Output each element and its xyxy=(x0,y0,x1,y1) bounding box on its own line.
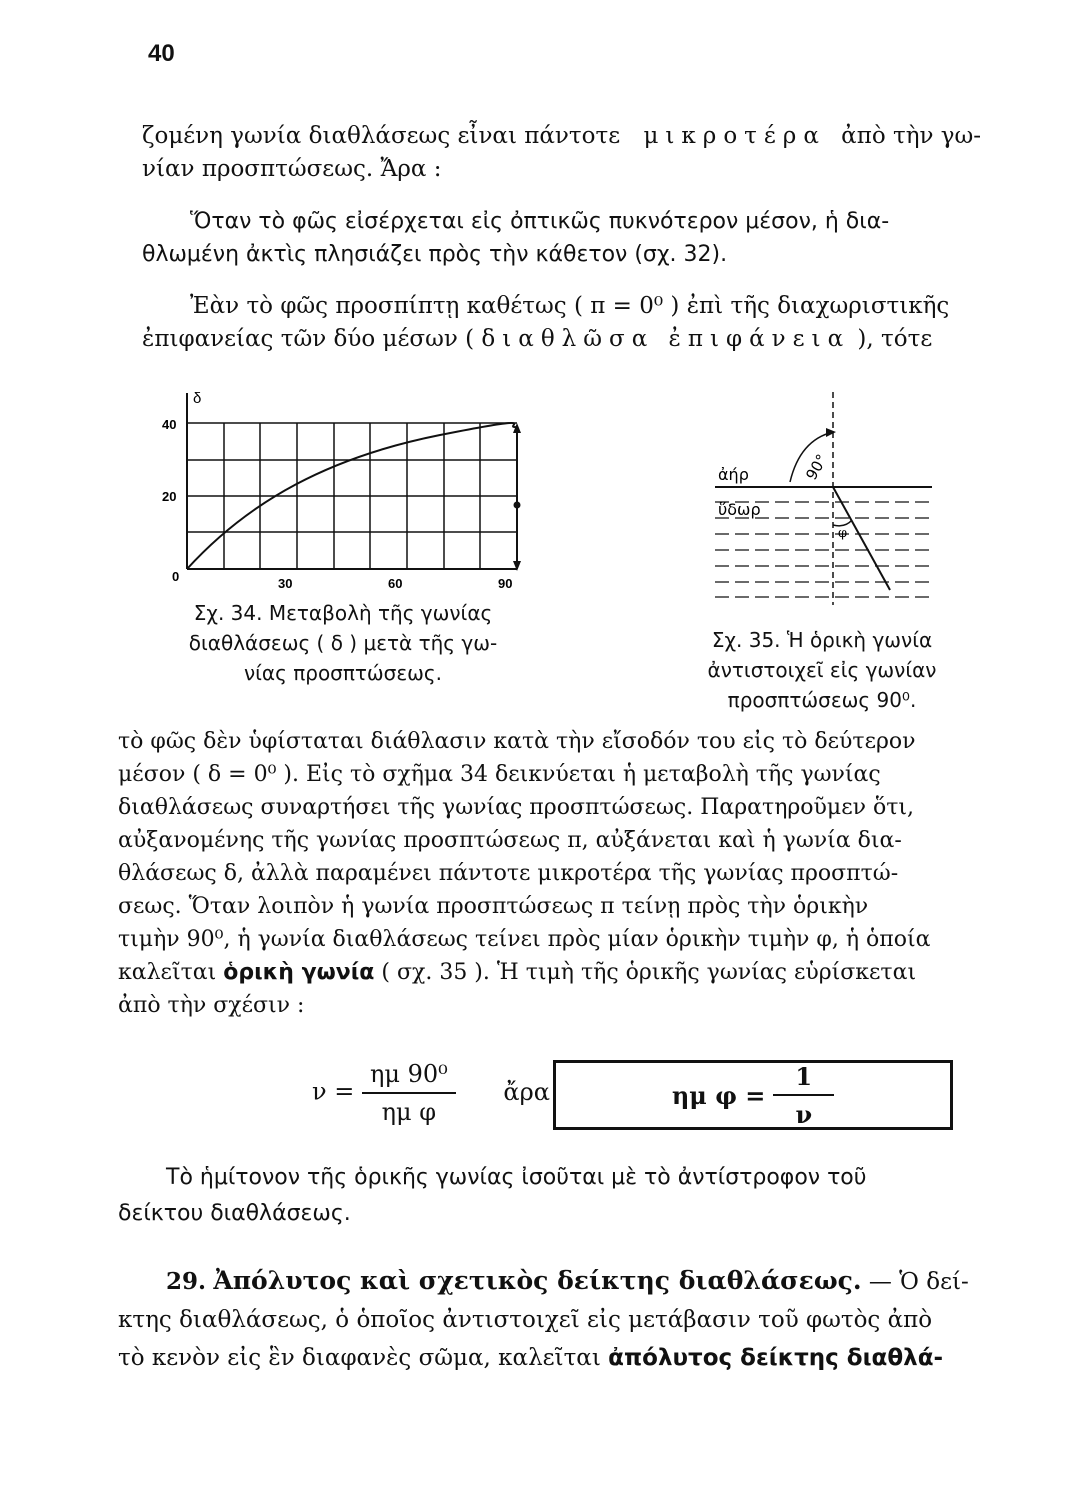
marker-dot xyxy=(514,502,521,509)
paragraph-4-line-2: δείκτου διαθλάσεως. xyxy=(118,1201,351,1226)
section-text-2: κτης διαθλάσεως, ὁ ὁποῖος ἀντιστοιχεῖ εἰς μετάβασιν τοῦ φωτὸς ἀπὸ xyxy=(118,1307,933,1333)
paragraph-1-line-2: νίαν προσπτώσεως. Ἄρα : xyxy=(142,156,442,182)
rule-line-2: θλωμένη ἀκτὶς πλησιάζει πρὸς τὴν κάθετον (σχ. 32). xyxy=(142,242,728,267)
figure-34-caption xyxy=(168,598,518,688)
paragraph-2-line-2-end: ), τότε xyxy=(857,326,933,352)
paragraph-1 xyxy=(142,120,982,186)
label-water: ὕδωρ xyxy=(718,500,761,519)
emphasis-diathlosa: διαθλῶσα ἐπιφάνεια xyxy=(481,326,851,352)
rule-line-1: Ὅταν τὸ φῶς εἰσέρχεται εἰς ὀπτικῶς πυκνότερον μέσον, ἡ δια- xyxy=(190,209,890,234)
paragraph-3-line-6: σεως. Ὅταν λοιπὸν ἡ γωνία προσπτώσεως π τείνῃ πρὸς τὴν ὁρικὴν xyxy=(118,894,869,919)
box-formula-lhs: ημ φ = xyxy=(671,1080,766,1110)
x-tick-90: 90 xyxy=(498,576,513,591)
paragraph-3-line-8-post: ( σχ. 35 ). Ἡ τιμὴ τῆς ὁρικῆς γωνίας εὑρίσκεται xyxy=(381,960,917,985)
figure-35-caption-line-2: ἀντιστοιχεῖ εἰς γωνίαν xyxy=(707,658,937,682)
x-tick-30: 30 xyxy=(278,576,293,591)
figure-34-caption-line-1: Σχ. 34. Μεταβολὴ τῆς γωνίας xyxy=(193,601,493,625)
y-tick-20: 20 xyxy=(162,489,177,504)
formula-box-critical-angle xyxy=(553,1060,953,1130)
formula-fraction xyxy=(362,1060,456,1126)
figure-35-caption-line-1: Σχ. 35. Ἡ ὁρικὴ γωνία xyxy=(711,628,933,652)
paragraph-3 xyxy=(118,725,978,1022)
formula-lhs: ν = xyxy=(312,1077,355,1106)
section-title: Ἀπόλυτος καὶ σχετικὸς δείκτης διαθλάσεως. xyxy=(213,1266,862,1295)
formula-refraction-index xyxy=(312,1060,550,1126)
paragraph-4 xyxy=(118,1160,978,1232)
figure-35-diagram xyxy=(700,390,940,610)
paragraph-1-line-1-end: ἀπὸ τὴν γω- xyxy=(841,123,982,149)
label-phi: φ xyxy=(838,526,848,541)
section-29 xyxy=(118,1262,978,1377)
page-number: 40 xyxy=(148,40,175,67)
figure-35-caption-line-3: προσπτώσεως 90⁰. xyxy=(727,688,917,712)
paragraph-2 xyxy=(142,290,992,356)
rule-paragraph xyxy=(142,205,982,271)
paragraph-2-line-2: ἐπιφανείας τῶν δύο μέσων ( xyxy=(142,326,475,352)
figure-34-graph xyxy=(160,385,530,595)
box-formula-denominator: ν xyxy=(795,1099,813,1129)
figure-34-caption-line-3: νίας προσπτώσεως. xyxy=(243,661,443,685)
section-number: 29. xyxy=(166,1268,207,1295)
figure-35-caption xyxy=(672,625,972,715)
y-tick-40: 40 xyxy=(162,417,177,432)
paragraph-3-line-3: διαθλάσεως συναρτήσει τῆς γωνίας προσπτώσεως. Παρατηροῦμεν ὅτι, xyxy=(118,795,915,820)
x-tick-60: 60 xyxy=(388,576,403,591)
arc-arrowhead xyxy=(826,428,836,437)
paragraph-3-line-7: τιμὴν 90⁰, ἡ γωνία διαθλάσεως τείνει πρὸς μίαν ὁρικὴν τιμὴν φ, ἡ ὁποία xyxy=(118,927,931,952)
figure-34-caption-line-2: διαθλάσεως ( δ ) μετὰ τῆς γω- xyxy=(188,631,498,655)
paragraph-3-line-8-pre: καλεῖται xyxy=(118,960,217,985)
y-tick-0: 0 xyxy=(172,569,180,584)
section-text-3: τὸ κενὸν εἰς ἓν διαφανὲς σῶμα, καλεῖται xyxy=(118,1345,601,1371)
emphasis-mikrotera: μικροτέρα xyxy=(643,123,826,149)
formula-ara: ἄρα xyxy=(503,1077,550,1106)
formula-numerator: ημ 90⁰ xyxy=(362,1060,456,1094)
graph-grid xyxy=(187,423,517,569)
y-axis-label: δ xyxy=(193,390,202,407)
box-formula-numerator: 1 xyxy=(773,1062,834,1096)
paragraph-3-line-1: τὸ φῶς δὲν ὑφίσταται διάθλασιν κατὰ τὴν εἴσοδόν του εἰς τὸ δεύτερον xyxy=(118,729,916,754)
paragraph-1-line-1: ζομένη γωνία διαθλάσεως εἶναι πάντοτε xyxy=(142,123,621,149)
paragraph-2-line-1: Ἐὰν τὸ φῶς προσπίπτῃ καθέτως ( π = 0⁰ ) ἐπὶ τῆς διαχωριστικῆς xyxy=(190,293,950,319)
paragraph-3-line-9: ἀπὸ τὴν σχέσιν : xyxy=(118,993,305,1018)
angle-arc-phi xyxy=(833,520,852,526)
paragraph-3-line-5: θλάσεως δ, ἀλλὰ παραμένει πάντοτε μικροτέρα τῆς γωνίας προσπτώ- xyxy=(118,861,899,886)
paragraph-3-line-4: αὐξανομένης τῆς γωνίας προσπτώσεως π, αὐξάνεται καὶ ἡ γωνία δια- xyxy=(118,828,902,853)
section-text-1: — Ὁ δεί- xyxy=(868,1269,969,1295)
paragraph-4-line-1: Τὸ ἡμίτονον τῆς ὁρικῆς γωνίας ἰσοῦται μὲ τὸ ἀντίστροφον τοῦ xyxy=(166,1165,867,1190)
term-apolytos-deiktis: ἀπόλυτος δείκτης διαθλά- xyxy=(608,1345,944,1371)
label-air: ἀήρ xyxy=(718,465,749,484)
label-90-degrees: 90° xyxy=(802,451,832,484)
formula-denominator: ημ φ xyxy=(381,1098,437,1126)
paragraph-3-line-2: μέσον ( δ = 0⁰ ). Εἰς τὸ σχῆμα 34 δεικνύεται ἡ μεταβολὴ τῆς γωνίας xyxy=(118,762,881,787)
box-formula-fraction xyxy=(773,1062,834,1129)
term-oriki-gonia: ὁρικὴ γωνία xyxy=(223,960,375,985)
